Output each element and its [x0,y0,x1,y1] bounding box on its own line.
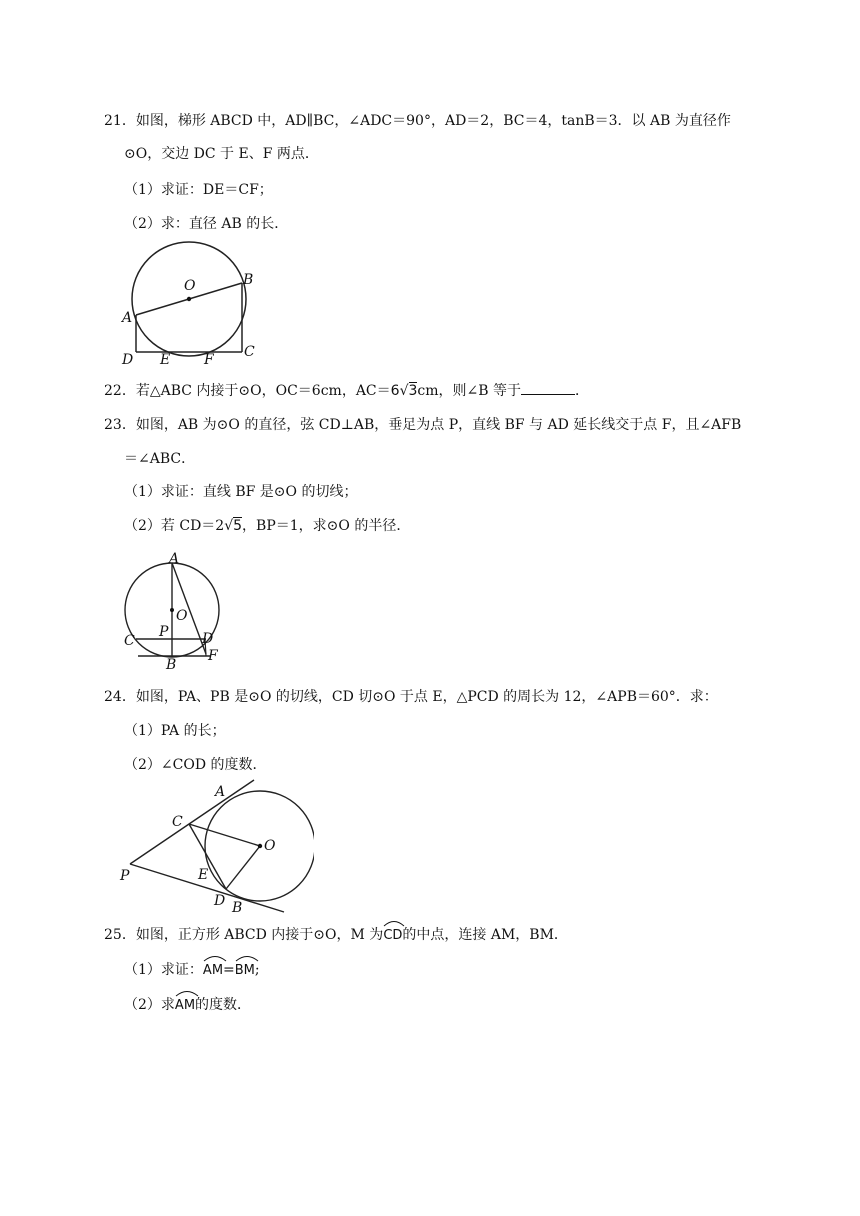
q21-line2: ⊙O，交边 DC 于 E、F 两点． [124,146,319,162]
q25-arc-am2 [175,992,195,1016]
q25-part2 [124,992,251,1016]
q23-part2 [124,516,410,536]
q22-coef: 6 [390,383,400,399]
q22-text-c: ． [575,383,590,399]
q23-part2-b: ，BP＝1，求⊙O 的半径． [242,518,411,534]
q22-answer-blank[interactable] [521,381,575,395]
q23-label-b: B [166,657,177,672]
q24-label-d: D [214,893,226,909]
q24-label-c: C [172,814,183,830]
q25-arc-am2-text: AM [174,998,196,1013]
q23-label-o: O [176,608,188,624]
q23-line2: ＝∠ABC． [124,451,196,467]
q25-line1-b: 的中点，连接 AM，BM． [402,927,568,943]
q25-arc-am-text: AM [202,963,224,978]
q24-label-p: P [120,868,130,884]
q25-part2-b: 的度数． [195,997,252,1013]
q21-label-b: B [243,272,254,288]
q23-label-p: P [159,624,169,640]
q25-arc-bm [235,957,255,981]
q23-radicand: 5 [233,518,243,534]
q21-label-d: D [122,352,134,368]
q23-part2-a: （2）若 CD＝2 [124,518,225,534]
q23-label-d: D [202,631,214,647]
q24-part1: （1）PA 的长； [124,723,226,739]
q22-sqrt: √3 [399,383,418,399]
q25-part2-a: （2）求 [124,997,175,1013]
q24-label-e: E [198,867,209,883]
q25-part1 [124,957,260,981]
q24-label-o: O [264,838,276,854]
q25-arc-cd-text: CD [383,928,403,943]
q25-arc-cd [383,922,402,946]
q21-part2: （2）求：直径 AB 的长． [124,216,289,232]
q23-sqrt: √5 [224,518,243,534]
q24-label-a: A [215,784,226,800]
q25-eq: = [223,962,235,978]
q24-label-b: B [232,900,243,916]
q22-text-b: cm，则∠B 等于 [417,383,522,399]
q23-part1: （1）求证：直线 BF 是⊙O 的切线； [124,484,358,500]
q21-label-f: F [204,352,214,368]
q21-part1: （1）求证：DE＝CF； [124,182,273,198]
q21-label-o: O [184,278,196,294]
q21-line1: 21．如图，梯形 ABCD 中，AD∥BC，∠ADC＝90°，AD＝2，BC＝4，tanB＝3．以 AB 为直径作 [104,113,731,129]
q21-label-c: C [244,344,255,360]
q25-line1-a: 25．如图，正方形 ABCD 内接于⊙O，M 为 [104,927,384,943]
q25-part1-b: ; [254,962,260,978]
q23-label-f: F [208,648,218,664]
q25-arc-bm-text: BM [234,963,255,978]
q24-line1: 24．如图，PA、PB 是⊙O 的切线，CD 切⊙O 于点 E，△PCD 的周长为 12，∠APB＝60°．求： [104,689,718,705]
q22-text-a: 22．若△ABC 内接于⊙O，OC＝6cm，AC＝ [104,383,391,399]
q21-figure [116,240,266,368]
q22-radicand: 3 [408,383,418,399]
q24-figure [114,778,314,916]
q23-label-c: C [124,633,135,649]
q25-arc-am [203,957,223,981]
q25-line1 [104,922,568,946]
q22-line [104,381,589,401]
q24-part2: （2）∠COD 的度数． [124,757,267,773]
q23-line1: 23．如图，AB 为⊙O 的直径，弦 CD⊥AB，垂足为点 P，直线 BF 与 AD 延长线交于点 F，且∠AFB [104,417,742,433]
q25-part1-a: （1）求证： [124,962,203,978]
q21-label-e: E [160,352,171,368]
q23-figure [110,550,230,672]
q23-label-a: A [169,551,180,567]
q21-label-a: A [122,310,133,326]
